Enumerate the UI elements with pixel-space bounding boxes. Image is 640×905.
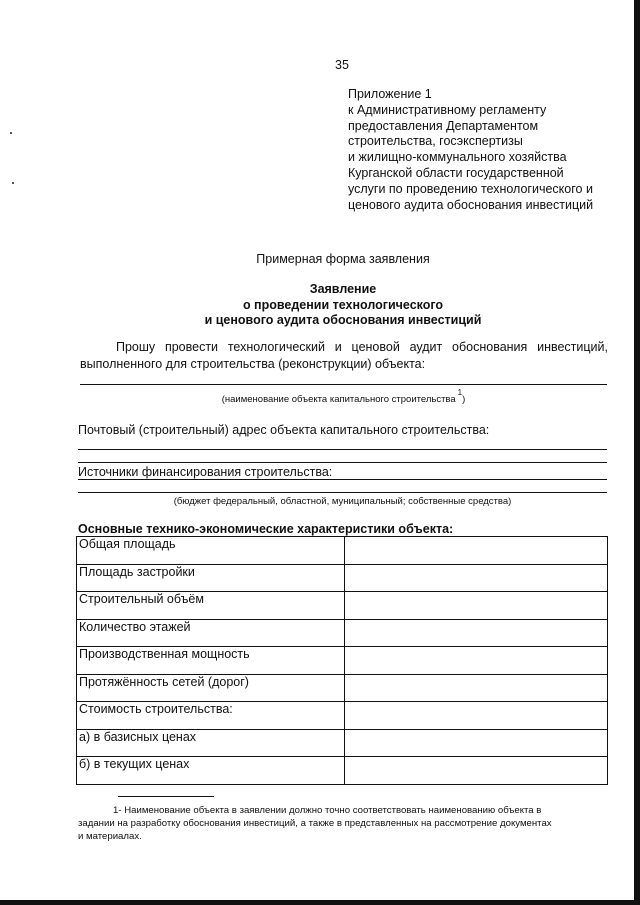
row-value-field[interactable] bbox=[345, 729, 608, 757]
title-line: и ценового аудита обоснования инвестиций bbox=[204, 313, 482, 327]
row-label: Общая площадь bbox=[77, 537, 345, 565]
row-label: а) в базисных ценах bbox=[77, 729, 345, 757]
request-paragraph bbox=[80, 339, 608, 372]
footnote bbox=[78, 804, 608, 843]
object-hint-close: ) bbox=[462, 394, 466, 405]
row-label: Количество этажей bbox=[77, 619, 345, 647]
document-title bbox=[0, 282, 640, 329]
footnote-line: 1- Наименование объекта в заявлении должно точно соответствовать наименованию объекта в bbox=[113, 805, 542, 816]
form-label: Примерная форма заявления bbox=[256, 252, 430, 266]
appendix-line: Курганской области государственной bbox=[348, 165, 564, 180]
appendix-line: Приложение 1 bbox=[348, 87, 432, 101]
table-row bbox=[77, 647, 608, 675]
title-line: о проведении технологического bbox=[242, 297, 444, 312]
row-value-field[interactable] bbox=[345, 619, 608, 647]
table-row bbox=[77, 674, 608, 702]
appendix-line: услуги по проведению технологического и bbox=[348, 181, 593, 196]
table-row bbox=[77, 702, 608, 730]
postal-address-field[interactable] bbox=[78, 449, 607, 450]
row-value-field[interactable] bbox=[345, 564, 608, 592]
funding-sources-hint: (бюджет федеральный, областной, муниципальный; собственные средства) bbox=[173, 496, 512, 507]
scan-speck bbox=[10, 132, 12, 134]
title-line: Заявление bbox=[309, 282, 377, 296]
row-label: Стоимость строительства: bbox=[77, 702, 345, 730]
postal-address-field-line2[interactable] bbox=[78, 462, 607, 463]
footnote-line: задании на разработку обоснования инвестиций, а также в представленных на рассмотрение документах bbox=[78, 818, 552, 829]
row-label: б) в текущих ценах bbox=[77, 757, 345, 785]
funding-sources-label: Источники финансирования строительства: bbox=[78, 465, 333, 479]
funding-sources-field[interactable] bbox=[78, 479, 607, 480]
table-row bbox=[77, 564, 608, 592]
object-name-hint bbox=[80, 388, 607, 405]
row-value-field[interactable] bbox=[345, 647, 608, 675]
funding-sources-field-line2[interactable] bbox=[78, 492, 607, 493]
row-value-field[interactable] bbox=[345, 674, 608, 702]
request-line: Прошу провести технологический и ценовой аудит обоснования инвестиций, bbox=[116, 340, 608, 354]
appendix-line: к Административному регламенту bbox=[348, 102, 547, 117]
table-row bbox=[77, 592, 608, 620]
characteristics-table bbox=[76, 536, 608, 785]
row-label: Площадь застройки bbox=[77, 564, 345, 592]
footnote-ref: 1 bbox=[457, 388, 463, 397]
appendix-line: и жилищно-коммунального хозяйства bbox=[348, 150, 567, 165]
object-hint-text: (наименование объекта капитального строительства bbox=[221, 394, 456, 405]
characteristics-title: Основные технико-экономические характеристики объекта: bbox=[78, 522, 454, 536]
table-row bbox=[77, 537, 608, 565]
table-row bbox=[77, 619, 608, 647]
table-row bbox=[77, 729, 608, 757]
scan-speck bbox=[12, 182, 14, 184]
row-value-field[interactable] bbox=[345, 592, 608, 620]
row-value-field[interactable] bbox=[345, 757, 608, 785]
table-row bbox=[77, 757, 608, 785]
object-name-field[interactable] bbox=[80, 384, 607, 385]
appendix-line: строительства, госэкспертизы bbox=[348, 134, 523, 149]
appendix-line: ценового аудита обоснования инвестиций bbox=[348, 197, 594, 212]
request-line: выполненного для строительства (реконструкции) объекта: bbox=[80, 356, 426, 371]
appendix-line: предоставления Департаментом bbox=[348, 118, 539, 133]
scan-border-bottom bbox=[0, 900, 640, 905]
row-label: Протяжённость сетей (дорог) bbox=[77, 674, 345, 702]
footnote-line: и материалах. bbox=[78, 831, 142, 842]
row-label: Строительный объём bbox=[77, 592, 345, 620]
postal-address-label: Почтовый (строительный) адрес объекта капитального строительства: bbox=[78, 423, 490, 437]
row-label: Производственная мощность bbox=[77, 647, 345, 675]
page-number: 35 bbox=[335, 58, 349, 72]
footnote-separator bbox=[118, 796, 214, 797]
row-value-field[interactable] bbox=[345, 702, 608, 730]
appendix-header bbox=[348, 87, 616, 213]
row-value-field[interactable] bbox=[345, 537, 608, 565]
scan-border-right bbox=[634, 0, 640, 905]
